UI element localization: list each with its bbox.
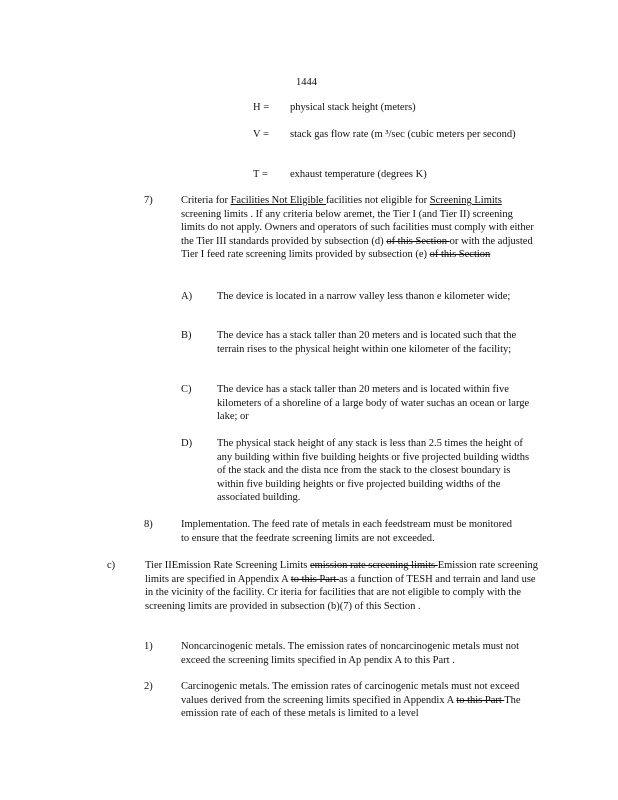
sub-item-c-text: The device has a stack taller than 20 meters and is located within five kilometers of a shoreline of a large body of water suchas an ocean or large lake; or <box>217 384 530 422</box>
sub-item-a-number: A) <box>181 291 193 302</box>
item-c-text-b: Emission rate screening limits are specified in Appendix A <box>145 560 539 585</box>
item-7-text-c: screening limits . If any criteria below aremet, the Tier I (and Tier II) screening limits do not apply. Owners and operators of such facilities must comply with either the Tier III standards provided by subsection (d) <box>181 208 534 247</box>
def-symbol-t: T = <box>253 169 268 180</box>
item-7-text-d: or with the adjusted Tier I feed rate screening limits provided by subsection (e) <box>181 235 533 260</box>
item-7-text-b: facilities not eligible for <box>325 195 430 206</box>
c-item-2-number: 2) <box>144 681 153 692</box>
item-8-text: Implementation. The feed rate of metals in each feedstream must be monitored to ensure that the feedrate screening limits are not exceeded. <box>181 519 513 544</box>
sub-item-d-text: The physical stack height of any stack is less than 2.5 times the height of any building within five building heights or five projected building widths of the stack and the dista nce from the stack to the closest boundary is within five building heights or five projected building widths of the associated building. <box>217 438 530 503</box>
sub-item-d-number: D) <box>181 438 193 449</box>
item-c-deleted-b: to this Part <box>290 573 339 585</box>
def-symbol-h: H = <box>253 102 270 113</box>
c-item-1-text <box>181 640 541 667</box>
sub-item-a-text: The device is located in a narrow valley less thanon e kilometer wide; <box>217 291 511 302</box>
c-item-2-text <box>181 680 541 721</box>
item-c-text-a: Tier IIEmission Rate Screening Limits <box>145 560 310 571</box>
item-7-text <box>181 194 537 262</box>
item-7-inserted-b: Screening Limits <box>429 195 502 206</box>
c-item-2-text-b: The emission rate of each of these metals is limited to a level <box>181 694 521 719</box>
item-8-number: 8) <box>144 519 153 530</box>
sub-item-b-number: B) <box>181 330 192 341</box>
c-item-1-text-a: Noncarcinogenic metals. The emission rates of noncarcinogenic metals must not exceed the screening limits specified in Ap pendix A to this Part . <box>181 641 520 666</box>
c-item-2-deleted: to this Part <box>456 694 505 706</box>
item-c-deleted-a: emission rate screening limits <box>309 560 438 571</box>
item-c-text <box>145 559 541 613</box>
item-7-inserted-a: Facilities Not Eligible <box>230 195 326 206</box>
item-c-text-c: as a function of TESH and terrain and land use in the vicinity of the facility. Cr iteria for facilities that are not eligible to comply with the screening limits are provided in subsection (b)(7) of this Section . <box>145 573 536 612</box>
item-c-number: c) <box>107 560 116 571</box>
def-text-t: exhaust temperature (degrees K) <box>290 169 427 180</box>
c-item-1-number: 1) <box>144 641 153 652</box>
sub-item-c-number: C) <box>181 384 192 395</box>
def-text-h: physical stack height (meters) <box>290 102 416 113</box>
def-symbol-v: V = <box>253 129 269 140</box>
def-text-v: stack gas flow rate (m ³/sec (cubic meters per second) <box>290 129 516 140</box>
page-number: 1444 <box>296 77 317 88</box>
item-7-deleted-b: of this Section <box>429 249 491 260</box>
item-7-text-a: Criteria for <box>181 195 231 206</box>
sub-item-b-text: The device has a stack taller than 20 meters and is located such that the terrain rises to the physical height within one kilometer of the facility; <box>217 330 517 355</box>
item-7-number: 7) <box>144 195 153 206</box>
item-7-deleted-a: of this Section <box>386 235 450 247</box>
c-item-2-text-a: Carcinogenic metals. The emission rates of carcinogenic metals must not exceed values derived from the screening limits specified in Appendix A <box>181 681 520 706</box>
